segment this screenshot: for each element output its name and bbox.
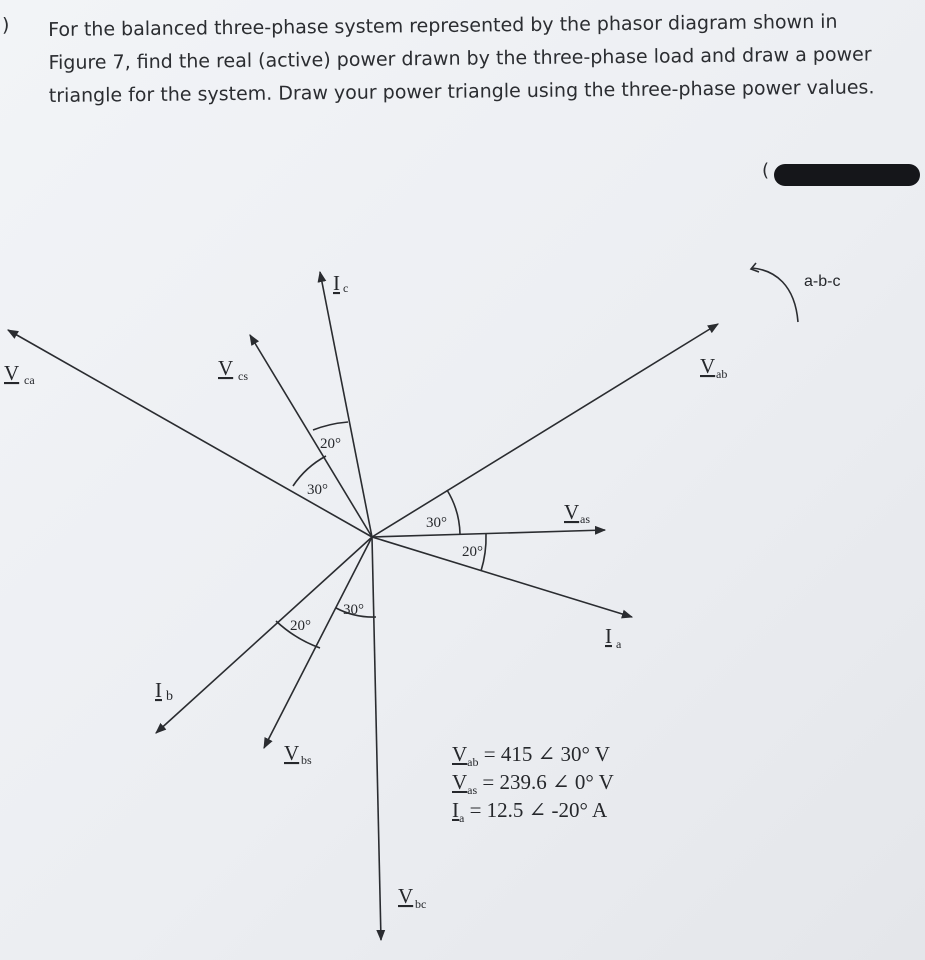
- vca-sub: ca: [24, 373, 35, 387]
- vab-phasor: [372, 324, 718, 537]
- given-vab-symbol: V: [452, 742, 468, 766]
- vcs-label: V: [218, 356, 234, 380]
- vbs-sub: bs: [301, 753, 312, 767]
- ib-label: I: [155, 678, 162, 702]
- angle-vas-ia: 20°: [462, 544, 483, 560]
- vca-label: V: [4, 361, 20, 385]
- ib-phasor: [156, 537, 372, 733]
- ic-label: I: [333, 271, 340, 295]
- angle-vbs-vbc: 30°: [343, 602, 364, 618]
- given-vas-value: = 239.6 ∠ 0° V: [482, 770, 614, 794]
- given-vab-sub: ab: [467, 755, 479, 770]
- vas-label: V: [564, 500, 580, 524]
- vab-label: V: [700, 354, 716, 378]
- angle-vcs-vca: 30°: [307, 482, 328, 498]
- marks-prefix: (: [762, 160, 770, 181]
- given-ia-sub: a: [459, 811, 465, 826]
- sequence-arrowhead: [751, 263, 759, 272]
- given-vab-value: = 415 ∠ 30° V: [483, 742, 610, 766]
- given-vab: [452, 742, 610, 770]
- arc-vab-vas: [447, 490, 460, 534]
- angle-vbs-ib: 20°: [290, 618, 311, 634]
- vbs-phasor: [264, 537, 372, 748]
- sequence-label: a-b-c: [804, 273, 841, 290]
- vcs-phasor: [250, 335, 372, 537]
- given-ia-value: = 12.5 ∠ -20° A: [469, 798, 608, 822]
- given-ia-symbol: I: [452, 798, 459, 822]
- ic-sub: c: [343, 281, 349, 295]
- sequence-arrow: [752, 268, 798, 322]
- angle-vab-vas: 30°: [426, 515, 447, 531]
- vab-sub: ab: [716, 367, 728, 381]
- vas-sub: as: [580, 512, 590, 526]
- given-vas-symbol: V: [452, 770, 468, 794]
- ia-phasor: [372, 537, 632, 617]
- question-marker: ): [2, 14, 10, 36]
- vbc-sub: bc: [415, 897, 427, 911]
- given-ia: [452, 798, 607, 826]
- vca-phasor: [8, 330, 372, 537]
- vcs-sub: cs: [238, 369, 248, 383]
- vbc-label: V: [398, 884, 414, 908]
- question-text: For the balanced three-phase system represented by the phasor diagram shown in Figure 7, find the real (active) power drawn by the three-phase load and draw a power triangle for the system. Draw your power triangle using the three-phase power values.: [48, 10, 875, 107]
- ia-label: I: [605, 624, 612, 648]
- vbc-phasor: [372, 537, 381, 940]
- vas-phasor: [372, 530, 605, 537]
- given-vas-sub: as: [467, 783, 478, 798]
- ib-sub: b: [166, 689, 173, 704]
- angle-vcs-ic: 20°: [320, 436, 341, 452]
- vbs-label: V: [284, 741, 300, 765]
- ia-sub: a: [616, 637, 622, 651]
- given-vas: [452, 770, 614, 798]
- arc-vcs-ic: [313, 422, 348, 430]
